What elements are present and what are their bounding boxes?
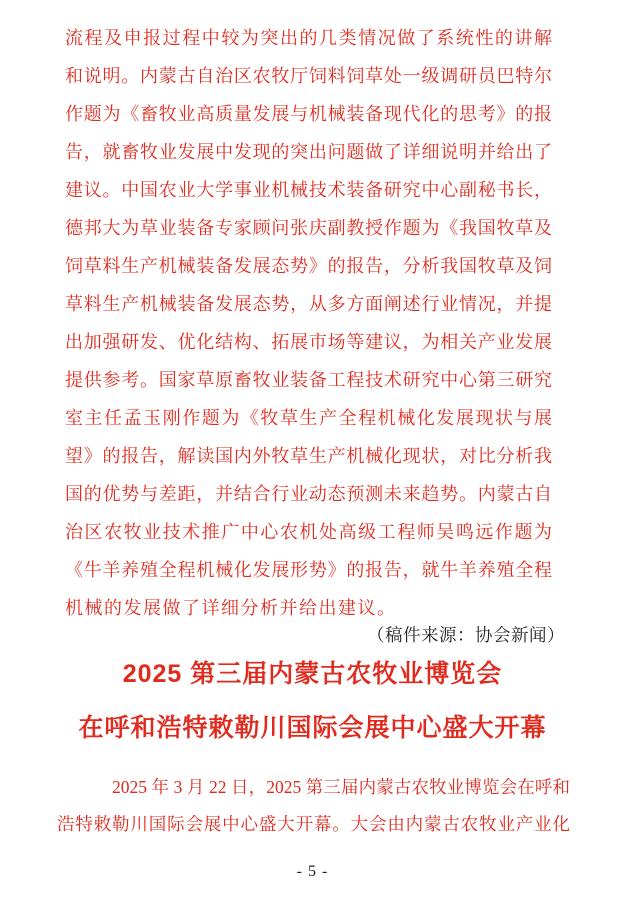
- body-line: 治区农牧业技术推广中心农机处高级工程师吴鸣远作题为: [65, 522, 552, 542]
- body-line: 和说明。内蒙古自治区农牧厅饲料饲草处一级调研员巴特尔: [65, 66, 552, 86]
- body-line: 室主任孟玉刚作题为《牧草生产全程机械化发展现状与展: [65, 408, 552, 428]
- body-line: 提供参考。国家草原畜牧业装备工程技术研究中心第三研究: [65, 370, 552, 390]
- body-line: 流程及申报过程中较为突出的几类情况做了系统性的讲解: [65, 28, 552, 48]
- article-title-line-2: 在呼和浩特敕勒川国际会展中心盛大开幕: [78, 714, 547, 742]
- body-line: 望》的报告，解读国内外牧草生产机械化现状，对比分析我: [65, 446, 552, 466]
- body-line: 国的优势与差距，并结合行业动态预测未来趋势。内蒙古自: [65, 484, 552, 504]
- body-line: 《牛羊养殖全程机械化发展形势》的报告，就牛羊养殖全程: [65, 560, 552, 580]
- body-line: 告，就畜牧业发展中发现的突出问题做了详细说明并给出了: [65, 142, 552, 162]
- body-line: 浩特敕勒川国际会展中心盛大开幕。大会由内蒙古农牧业产业化: [57, 814, 570, 834]
- body-line: 2025 年 3 月 22 日，2025 第三届内蒙古农牧业博览会在呼和: [112, 777, 570, 797]
- opening-paragraph: [57, 769, 570, 843]
- body-paragraph: [65, 19, 552, 627]
- body-line: 草料生产机械装备发展态势，从多方面阐述行业情况，并提: [65, 294, 552, 314]
- body-line: 机械的发展做了详细分析并给出建议。: [65, 598, 397, 618]
- article-title-line-1: 2025 第三届内蒙古农牧业博览会: [122, 660, 503, 688]
- body-line: 出加强研发、优化结构、拓展市场等建议，为相关产业发展: [65, 332, 552, 352]
- body-line: 德邦大为草业装备专家顾问张庆副教授作题为《我国牧草及: [65, 218, 552, 238]
- body-line: 作题为《畜牧业高质量发展与机械装备现代化的思考》的报: [65, 104, 552, 124]
- body-line: 饲草料生产机械装备发展态势》的报告，分析我国牧草及饲: [65, 256, 552, 276]
- page-number: - 5 -: [296, 863, 329, 880]
- body-line: 建议。中国农业大学事业机械技术装备研究中心副秘书长，: [65, 180, 552, 200]
- source-note: （稿件来源：协会新闻）: [367, 625, 565, 645]
